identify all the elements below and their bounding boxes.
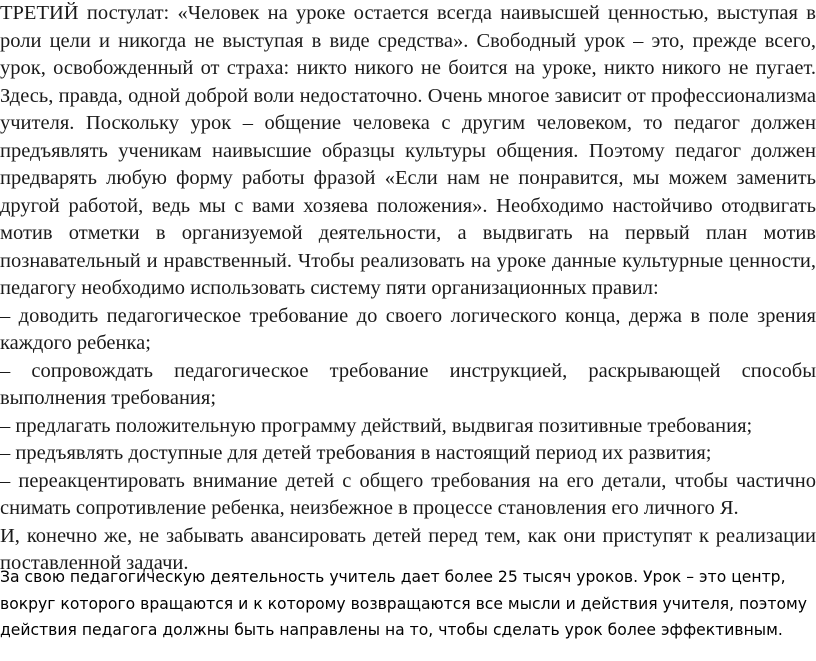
footer-text-block (0, 564, 816, 644)
rule-2: – сопровождать педагогическое требование инструкцией, раскрывающей способы выполнения требования; (0, 359, 816, 409)
rule-5: – переакцентировать внимание детей с общего требования на его детали, чтобы частично снимать сопротивление ребенка, неизбежное в процессе становления его личного Я. (0, 469, 816, 519)
main-paragraph: ТРЕТИЙ постулат: «Человек на уроке остается всегда наивысшей ценностью, выступая в роли цели и никогда не выступая в виде средства». Свободный урок – это, прежде всего, урок, освобожденный от страха: никто никого не боится на уроке, никто никого не пугает. Здесь, правда, одной доброй воли недостаточно. Очень многое зависит от профессионализма учителя. Поскольку урок – общение человека с другим человеком, то педагог должен предъявлять ученикам наивысшие образцы культуры общения. Поэтому педагог должен предварять любую форму работы фразой «Если нам не понравится, мы можем заменить другой работой, ведь мы с вами хозяева положения». Необходимо настойчиво отодвигать мотив отметки в организуемой деятельности, а выдвигать на первый план мотив познавательный и нравственный. Чтобы реализовать на уроке данные культурные ценности, педагогу необходимо использовать систему пяти организационных правил: (0, 2, 816, 299)
rule-1: – доводить педагогическое требование до своего логического конца, держа в поле зрения каждого ребенка; (0, 304, 816, 354)
footer-note: За свою педагогическую деятельность учитель дает более 25 тысяч уроков. Урок – это центр, вокруг которого вращаются и к которому возвращаются все мысли и действия учителя, поэтому действия педагога должны быть направлены на то, чтобы сделать урок более эффективным. (0, 568, 807, 639)
rule-3: – предлагать положительную программу действий, выдвигая позитивные требования; (0, 414, 753, 437)
closing-paragraph: И, конечно же, не забывать авансировать детей перед тем, как они приступят к реализации поставленной задачи. (0, 524, 816, 574)
rule-4: – предъявлять доступные для детей требования в настоящий период их развития; (0, 442, 712, 464)
